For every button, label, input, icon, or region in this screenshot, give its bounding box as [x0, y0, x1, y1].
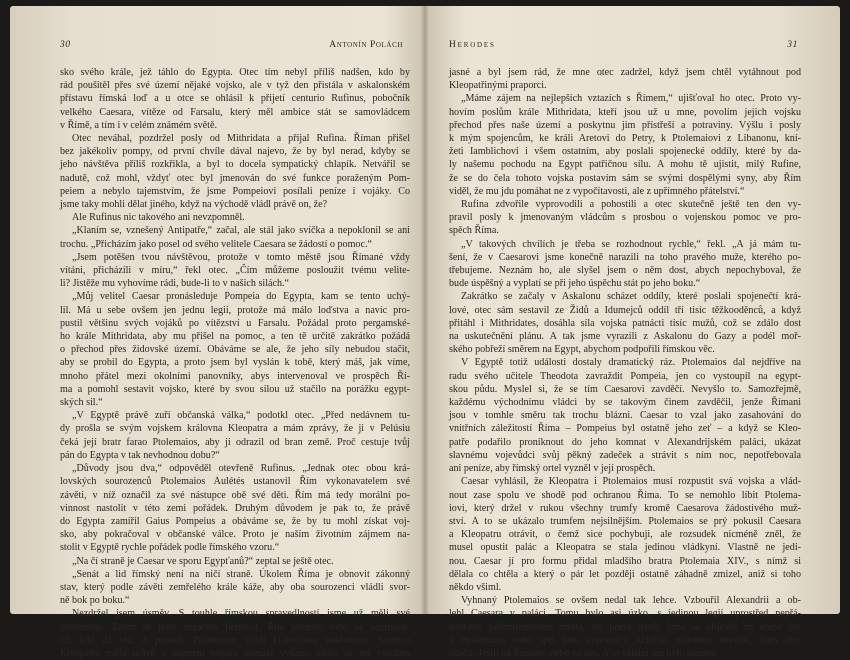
text-line: V Egyptě totiž události dostaly dramatický ráz. Ptolemaios dal nejdříve na [461, 357, 801, 369]
text-line: viděl, že mu jdu pomáhat ne z vypočítavosti, ale z upřímného přátelství.“ [449, 185, 745, 197]
text-line: jeho návštěva příliš rozkřikla, a byl to docela sympatický chlapík. Netvářil se [60, 159, 410, 171]
text-line: přechod přes naše území a poskytnu jim přístřeší a potraviny. Výšlu i posly [449, 119, 801, 131]
text-line: Caesar vyhlásil, že Kleopatra i Ptolemaios musí rozpustit svá vojska a vlád- [461, 476, 801, 488]
text-line: na uskutečnění plánu. A tak jsme vyrazili z Askalonu do Gazy a podél moř- [449, 331, 801, 343]
running-head: Herodes [449, 40, 496, 50]
text-line: o přechod přes židovské území. Obáváme se ale, že jeho síly nebudou stačit, [60, 344, 410, 356]
text-line: čeká její bratr farao Ptolemaios, aby ji odrazil od bran země. Proč cestuje tvůj [60, 436, 410, 448]
text-line: lehl Caesara v paláci. Tomu bylo asi úzko, s jedinou legií uprostřed nepřá- [449, 608, 801, 620]
text-line: „Můj velitel Caesar pronásleduje Pompeia do Egypta, kam se tento uchý- [72, 291, 410, 303]
text-line: rád poušitěl přes své území nějaké vojsko, ale v tyž den přistála v askalonském [60, 80, 410, 92]
text-line: závěti, v níž označil za své nástupce obě své děti. Řím má tedy morální po- [60, 489, 410, 501]
text-line: stav, který podle závěti zemřelého krále káže, aby oba sourozenci vládli svor- [60, 581, 410, 593]
text-line: ně bok po boku.“ [60, 595, 130, 607]
text-line: telského půlmilionového města, ale právě tehdy jsme se objevili na scéně my [449, 621, 801, 633]
text-line: „Důvody jsou dva,“ odpověděl otevřeně Rufinus. „Jednak otec obou krá- [72, 463, 410, 475]
text-line: ského pobřeží směrem na Egypt, abychom podpořili římskou věc. [449, 344, 715, 356]
text-line: sko svého krále, jež táhlo do Egypta. Otec tím nebyl příliš nadšen, kdo by [60, 67, 410, 78]
text-line: Kleopatřinými praporci. [449, 80, 547, 92]
text-line: ců, kdo dá víc. A protože Ptolemaios vládl královskou pokladnou, zatímco [60, 634, 410, 646]
running-head: Antonín Polách [329, 40, 403, 50]
text-line: slavnému vojevůdci svůj pěkný zadeček a strávit s ním noc, nepotřebovala [449, 449, 801, 461]
text-line: spěch Říma. [449, 225, 499, 237]
text-line: pravil posly k jmenovaným vládcům s prosbou o vojenskou pomoc ve pro- [449, 212, 801, 224]
text-line: lil. Má u sebe ovšem jen jednu legii, protože má málo loďstva a navíc pro- [60, 304, 410, 316]
text-line: „Máme zájem na nejlepších vztazích s Římem,“ ujišťoval ho otec. Proto vy- [461, 93, 801, 105]
page-number: 30 [60, 40, 71, 50]
text-line: „Jsem potěšen tvou návštěvou, protože v tomto městě jsou Římané vždy [72, 251, 410, 263]
text-line: šení, že v Caesarovi jsme konečně narazili na toho pravého muže, kterého po- [449, 251, 801, 263]
text-line: a Kleopatru otrávit, o čemž sice pochybuji, ale rozsudek nicméně zněl, že [449, 529, 801, 541]
text-line: dělala co chtěla a který o pár let později ostatně záhadně zmizel, aniž si toho [449, 568, 801, 580]
left-page [10, 6, 425, 659]
text-line: nadutě, což mohl, vždyť otec byl jmenován do své funkce poraženým Pom- [60, 172, 410, 184]
text-line: a Ptolemaios nebo spíš jeho vojevůdce Achillás najednou nevěděl, kam dřív [449, 634, 801, 646]
text-line: Ale Rufinus nic takového ani nevzpomněl. [72, 212, 245, 224]
text-line: vítáni, přicházíli v míru,“ řekl otec. „Čím můžeme posloužit tvému velite- [60, 265, 410, 277]
text-line: každému východnímu vládci by se takovým činem zavděčil, jenže Římani [449, 397, 801, 409]
text-line: třebujeme. Neznám ho, ale slyšel jsem o něm dost, abych nepochyboval, že [449, 265, 801, 277]
text-line: nout zase spolu ve shodě pod ochranou Říma. To se nemohlo líbit Ptolema- [449, 489, 801, 501]
text-line: nou. Caesar jí pro formu přidal mladšího bratra Ptolemaia XIV., s nímž si [449, 555, 801, 567]
text-line: ství. A to se ukázalo trumfem nejsilnějším. Ptolemaios se prý pokusil Caesara [449, 515, 801, 527]
text-line: ho krále Mithridata, aby mu přišel na pomoc, a ten tě určitě zakrátko požádá [60, 331, 410, 343]
text-line: Nezdržel jsem úsměv. S touhle římskou spravedlností jsme už měli své [72, 608, 410, 620]
text-line: přitáhl i Mithridates, dosáhla síla vojska patnácti tisíc mužů, což se zdálo dost [449, 317, 801, 329]
text-line: Vyhnaný Ptolemaios se ovšem nedal tak lehce. Vzbouřil Alexandrii a ob- [461, 595, 801, 607]
text-line: skočit. Jestli na Římany, nebo na nás. A to váhání mu bylo osudné. [449, 647, 719, 659]
text-line: přístavu římská loď a u otce se ohlásil k přijetí centurio Rufinus, pobočník [60, 93, 410, 105]
text-line: trochu. „Přicházím jako posel od svého velitele Caesara se žádostí o pomoc.“ [60, 238, 372, 250]
text-line: Zakrátko se začaly v Askalonu scházet oddíly, které poslali spojenečtí krá- [461, 291, 801, 303]
text-line: jasné a byl jsem rád, že mne otec zadržel, když jsem chtěl vytáhnout pod [449, 67, 801, 78]
text-line: v Římě, a tím i v celém známém světě. [60, 119, 217, 131]
text-line: „V takových chvílích je třeba se rozhodnout rychle,“ řekl. „A já mám tu- [461, 238, 801, 250]
text-line: Kleopatra měla právě s najmem vojska nemalá vydání, zdálo se mi všechno [60, 647, 410, 659]
text-line: sko, aby pokračoval v občanské válce. Proto je naším životním zájmem na- [60, 529, 410, 541]
text-line: aby se probil do Egypta, a proto jsem byl vyslán k tobě, který máš, jak víme, [60, 357, 410, 369]
text-line: bez jakékoliv pompy, od první chvíle dával najevo, že by byl nerad, kdyby se [60, 146, 410, 158]
text-line: vnitřních záležitostí Říma – Pompeius byl ostatně jeho zeť – a když se Kleo- [449, 423, 801, 435]
text-line: jsme taky mohli dělat jiného, když na východě vládl právě on, že? [60, 199, 328, 211]
text-line: hovím poslům krále Mithridata, kteří jsou už u mne, povolím jejich vojsku [449, 106, 801, 118]
open-book [10, 6, 840, 659]
text-line: bude úspěšný a vyplatí se při jeho úspěchu stát po jeho boku.“ [449, 278, 701, 290]
text-line: pán do Egypta v tak nevhodnou dobu?“ [60, 449, 220, 461]
text-line: „Senát a lid římský není na ničí straně. Úkolem Říma je obnovit zákonný [72, 568, 410, 580]
text-line: ani peníze, aby římský ortel vyzněl v její prospěch. [449, 463, 656, 475]
text-line: lovských sourozenců Ptolemaios Aulétés ustanovil Řím vykonavatelem své [60, 476, 410, 488]
text-line: patře podařilo proniknout do jeho komnat v Alexandrijském paláci, ukázat [449, 436, 801, 448]
text-line: k mým spojencům, ke králi Aretovi do Petry, k Ptolemaiovi z Libanonu, kní- [449, 133, 801, 145]
text-line: lové, otec sám sestavil ze Židů a Idumejců oddíl tří tisíc těžkooděnců, a když [449, 304, 801, 316]
text-line: radu svého učitele Theodota zavraždit Pompeia, jen co vystoupil na egypt- [449, 370, 801, 382]
text-line: musel opustit palác a Kleopatra se stala jedinou vládkyní. Vlastně ne jedi- [449, 542, 801, 554]
text-line: do Egypta zamířil Gaius Pompeius a obáváme se, že by tu mohl získat voj- [60, 515, 410, 527]
text-line: ly našemu pochodu na Egypt patřičnou sílu. A mohu tě ujistit, milý Rufine, [449, 159, 801, 171]
text-line: skou půdu. Myslel si, že se tím Caesarovi zavděčí. Nevyšlo to. Samozřejmě, [449, 383, 801, 395]
text-line: velkého Caesara, vítěze od Farsalu, který měl ambice stát se samovládcem [60, 106, 410, 118]
text-line: iovi, který držel v rukou všechny trumfy kromě Caesarova žádostivého muž- [449, 502, 801, 514]
page-body-text [449, 66, 801, 660]
text-line: mnoho přátel mezi okolními panovníky, abys intervenoval ve prospěch Ří- [60, 370, 410, 382]
text-line: dy prošla se svým vojskem královna Kleopatra a mám zprávy, že ji v Pelúsiu [60, 423, 410, 435]
text-line: „Klaním se, vznešený Antipatře,“ začal, ale stál jako svíčka a nepoklonil se ani [72, 225, 410, 237]
text-line: „V Egyptě právě zuří občanská válka,“ podotkl otec. „Před nedávnem tu- [72, 410, 410, 422]
text-line: peiem a nebylo tajemstvím, že jsme Pompeiovi posílali peníze i vojáky. Co [60, 185, 410, 197]
text-line: vinnost nastolit v této zemi pořádek. Druhým důvodem je pak to, že právě [60, 502, 410, 514]
right-page [425, 6, 840, 659]
text-line: „Na čí straně je Caesar ve sporu Egypťanů?“ zeptal se ještě otec. [72, 555, 334, 567]
text-line: pustil většinu svých vojáků po vítězství u Farsalu. Požádal proto pergamské- [60, 317, 410, 329]
text-line: žeti Iamblichovi i všem ostatním, aby poslali spojenecké oddíly, které by da- [449, 146, 801, 158]
text-line: Rufina zdvořile vyprovodili a pohostili a otec skutečně ještě ten den vy- [461, 199, 801, 211]
text-line: stolit v Egyptě rychle pořádek podle římského vzoru.“ [60, 542, 280, 554]
text-line: ských sil.“ [60, 397, 103, 409]
page-body-text [60, 66, 410, 660]
text-line: ma a pomohl sestavit vojsko, které by svou silou už stačilo na porážku egypt- [60, 383, 410, 395]
text-line: Otec neváhal, pozdržel posly od Mithridata a přijal Rufina. Říman přišel [72, 133, 410, 145]
text-line: někdo všiml. [449, 581, 502, 593]
text-line: zkušenosti. Zatím se ještě nezačalo licitovat. Řím podpoří toho ze sourozen- [60, 621, 410, 633]
text-line: že se do čela tohoto vojska postavím sám se svými dospělými syny, aby Řím [449, 172, 801, 184]
text-line: li? Jistěže mu vyhovíme rádi, bude-li to v našich silách.“ [60, 278, 290, 290]
page-number: 31 [787, 40, 798, 50]
text-line: jsou v tomhle směru tak trochu blázni. Caesar to vzal jako zasahování do [449, 410, 801, 422]
